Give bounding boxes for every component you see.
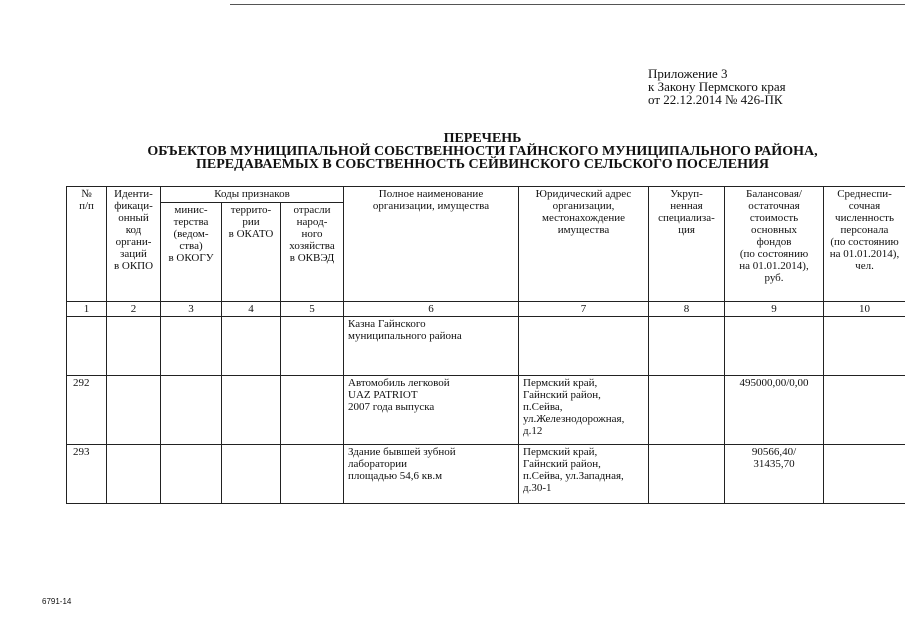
column-number-row bbox=[67, 302, 905, 317]
table-cell bbox=[824, 376, 905, 445]
property-value: 90566,40/ 31435,70 bbox=[725, 445, 824, 504]
property-name: Здание бывшей зубной лаборатории площадью 54,6 кв.м bbox=[344, 445, 519, 504]
property-table bbox=[66, 186, 905, 504]
table-cell bbox=[67, 317, 107, 376]
table-cell bbox=[281, 376, 344, 445]
header-col-okato: террито- рии в ОКАТО bbox=[222, 203, 281, 302]
table-cell bbox=[222, 376, 281, 445]
property-name: Автомобиль легковой UAZ PATRIOT 2007 года выпуска bbox=[344, 376, 519, 445]
header-col-okpo: Иденти- фикаци- онный код органи- заций в ОКПО bbox=[107, 187, 161, 302]
column-number: 10 bbox=[824, 302, 905, 317]
header-col-okved: отрасли народ- ного хозяйства в ОКВЭД bbox=[281, 203, 344, 302]
column-number: 1 bbox=[67, 302, 107, 317]
header-col-okogu: минис- терства (ведом- ства) в ОКОГУ bbox=[161, 203, 222, 302]
header-col-number: № п/п bbox=[67, 187, 107, 302]
property-value: 495000,00/0,00 bbox=[725, 376, 824, 445]
table-cell bbox=[824, 317, 905, 376]
table-cell bbox=[161, 445, 222, 504]
table-cell bbox=[222, 445, 281, 504]
table-cell bbox=[222, 317, 281, 376]
column-number: 8 bbox=[649, 302, 725, 317]
group-name: Казна Гайнского муниципального района bbox=[344, 317, 519, 376]
table-cell bbox=[161, 317, 222, 376]
table-cell bbox=[107, 376, 161, 445]
column-number: 6 bbox=[344, 302, 519, 317]
table-row bbox=[67, 376, 905, 445]
header-col-specialization: Укруп- ненная специализа- ция bbox=[649, 187, 725, 302]
row-number: 292 bbox=[67, 376, 107, 445]
column-number: 7 bbox=[519, 302, 649, 317]
table-cell bbox=[649, 376, 725, 445]
table-cell bbox=[519, 317, 649, 376]
property-address: Пермский край, Гайнский район, п.Сейва, ул.Западная, д.30-1 bbox=[519, 445, 649, 504]
property-address: Пермский край, Гайнский район, п.Сейва, ул.Железнодорожная, д.12 bbox=[519, 376, 649, 445]
table-cell bbox=[281, 445, 344, 504]
table-cell bbox=[281, 317, 344, 376]
table-cell bbox=[161, 376, 222, 445]
header-col-name: Полное наименование организации, имущества bbox=[344, 187, 519, 302]
table-cell bbox=[649, 317, 725, 376]
title-line: ОБЪЕКТОВ МУНИЦИПАЛЬНОЙ СОБСТВЕННОСТИ ГАЙНСКОГО МУНИЦИПАЛЬНОГО РАЙОНА, bbox=[147, 144, 818, 159]
appendix-line: Приложение 3 bbox=[648, 66, 728, 81]
table-cell bbox=[107, 445, 161, 504]
table-cell bbox=[649, 445, 725, 504]
table-cell bbox=[725, 317, 824, 376]
header-codes-group: Коды признаков bbox=[161, 187, 344, 203]
table-cell bbox=[107, 317, 161, 376]
column-number: 2 bbox=[107, 302, 161, 317]
column-number: 4 bbox=[222, 302, 281, 317]
appendix-line: от 22.12.2014 № 426-ПК bbox=[648, 92, 783, 107]
appendix-line: к Закону Пермского края bbox=[648, 79, 786, 94]
table-cell bbox=[824, 445, 905, 504]
row-number: 293 bbox=[67, 445, 107, 504]
top-rule bbox=[230, 4, 905, 5]
document-code: 6791-14 bbox=[42, 597, 72, 606]
document-title bbox=[60, 132, 905, 171]
header-row bbox=[67, 187, 905, 203]
title-line: ПЕРЕДАВАЕМЫХ В СОБСТВЕННОСТЬ СЕЙВИНСКОГО СЕЛЬСКОГО ПОСЕЛЕНИЯ bbox=[196, 157, 769, 172]
column-number: 9 bbox=[725, 302, 824, 317]
title-line: ПЕРЕЧЕНЬ bbox=[443, 131, 522, 146]
column-number: 5 bbox=[281, 302, 344, 317]
appendix-note bbox=[648, 67, 786, 106]
header-col-staff: Среднеспи- сочная численность персонала (по состоянию на 01.01.2014), чел. bbox=[824, 187, 905, 302]
header-col-value: Балансовая/ остаточная стоимость основных фондов (по состоянию на 01.01.2014), руб. bbox=[725, 187, 824, 302]
table-row bbox=[67, 445, 905, 504]
group-row bbox=[67, 317, 905, 376]
header-col-address: Юридический адрес организации, местонахождение имущества bbox=[519, 187, 649, 302]
column-number: 3 bbox=[161, 302, 222, 317]
